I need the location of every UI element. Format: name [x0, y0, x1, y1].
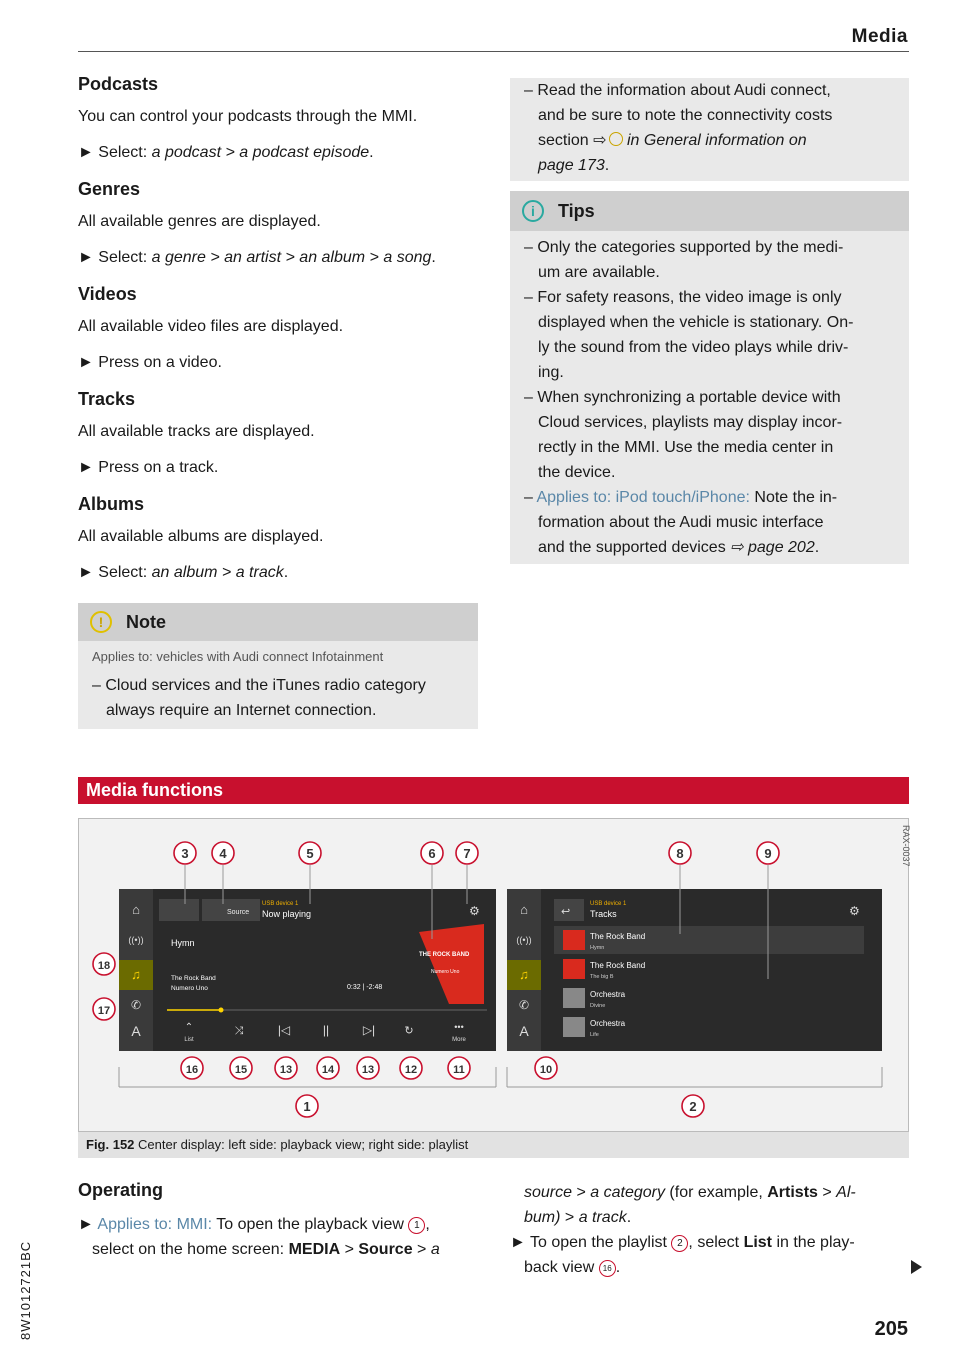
tracks-step: ► Press on a track.: [78, 459, 219, 476]
operating-right: [510, 1180, 909, 1280]
page-number: 205: [874, 1318, 908, 1340]
left-device: USB device 1: [262, 901, 299, 907]
podcasts-text: You can control your podcasts through the MMI.: [78, 108, 418, 125]
videos-step: ► Press on a video.: [78, 354, 222, 371]
list-icon: ⌃: [184, 1022, 194, 1033]
info-icon: i: [522, 200, 544, 222]
cover-sub: Numero Uno: [431, 969, 460, 975]
list-label: List: [184, 1037, 194, 1043]
svg-text:13: 13: [361, 1064, 375, 1076]
svg-text:15: 15: [234, 1064, 248, 1076]
row2-title: The Rock Band: [590, 961, 646, 970]
nav-icon-2: A: [519, 1023, 529, 1039]
repeat-icon: ↻: [404, 1025, 414, 1037]
display-illustration: [79, 819, 911, 1131]
track-title: Hymn: [171, 938, 195, 948]
operating-heading: Operating: [78, 1180, 164, 1200]
ref-1: 1: [408, 1217, 425, 1234]
svg-text:12: 12: [404, 1064, 418, 1076]
next-icon: ▷|: [362, 1023, 376, 1037]
svg-text:4: 4: [219, 846, 227, 861]
row4-title: Orchestra: [590, 1019, 626, 1028]
home-icon: ⌂: [132, 902, 140, 917]
albums-heading: Albums: [78, 494, 145, 514]
svg-text:2: 2: [689, 1099, 697, 1114]
operating-step1-line2: select on the home screen: MEDIA > Source > a: [92, 1241, 440, 1258]
grid-icon: [159, 899, 199, 921]
albums-step: ► Select: an album > a track.: [78, 564, 289, 581]
intro-line3: section ⇨ in General information on: [538, 132, 807, 149]
cover-thumb-3: [563, 988, 585, 1008]
svg-text:13: 13: [279, 1064, 293, 1076]
note-ref-icon: [609, 132, 623, 146]
continue-arrow-icon: [911, 1260, 922, 1274]
tips-box: [510, 191, 909, 564]
back-icon: ↩: [561, 906, 571, 918]
nav-icon: A: [131, 1023, 141, 1039]
videos-text: All available video files are displayed.: [78, 318, 344, 335]
intro-line4: page 173.: [538, 157, 610, 174]
albums-text: All available albums are displayed.: [78, 528, 324, 545]
tip-item-4: – Applies to: iPod touch/iPhone: Note the in- formation about the Audi music interface and the supported devices ⇨ page 202.: [524, 489, 838, 556]
music-icon: ♫: [131, 967, 141, 982]
cover-thumb-4: [563, 1017, 585, 1037]
note-box: [78, 603, 478, 729]
intro-line1: – Read the information about Audi connect,: [524, 82, 831, 99]
note-applies: Applies to: vehicles with Audi connect Infotainment: [92, 649, 384, 664]
pause-icon: ||: [322, 1023, 330, 1037]
note-item-line1: – Cloud services and the iTunes radio category: [92, 677, 426, 694]
svg-text:6: 6: [428, 846, 436, 861]
radio-icon: ((•)): [128, 935, 144, 945]
figure-152: [78, 818, 909, 1132]
shuffle-icon: ⤨: [234, 1025, 244, 1037]
cover-title: THE ROCK BAND: [419, 952, 470, 958]
header-rule: [78, 51, 909, 52]
phone-icon: ✆: [130, 998, 142, 1012]
figure-code: RAX-0037: [901, 825, 911, 867]
tracks-text: All available tracks are displayed.: [78, 423, 315, 440]
svg-text:10: 10: [539, 1064, 553, 1076]
settings-icon: ⚙: [469, 904, 480, 918]
operating-cont-line2: bum) > a track.: [524, 1209, 632, 1226]
operating-cont-line1: source > a category (for example, Artists > Al-: [524, 1184, 856, 1201]
svg-text:16: 16: [185, 1064, 199, 1076]
intro-line2: and be sure to note the connectivity costs: [538, 107, 833, 124]
svg-text:11: 11: [453, 1064, 465, 1076]
podcasts-step: ► Select: a podcast > a podcast episode.: [78, 144, 374, 161]
warning-icon: !: [90, 611, 112, 633]
tracks-heading: Tracks: [78, 389, 136, 409]
progress-handle: [219, 1008, 224, 1013]
genres-text: All available genres are displayed.: [78, 213, 321, 230]
tips-title: Tips: [558, 200, 595, 221]
row3-sub: Divine: [590, 1003, 606, 1009]
figure-caption: Fig. 152 Center display: left side: playback view; right side: playlist: [78, 1132, 909, 1158]
row2-sub: The big B: [590, 974, 614, 980]
cover-thumb-2: [563, 959, 585, 979]
source-label: Source: [227, 909, 250, 916]
note-title: Note: [126, 611, 166, 632]
tips-header: [510, 191, 909, 231]
intro-box: [510, 78, 909, 181]
doc-code: 8W1012721BC: [18, 1240, 33, 1340]
radio-icon-2: ((•)): [516, 935, 532, 945]
ref-2: 2: [671, 1235, 688, 1252]
settings-icon-2: ⚙: [849, 904, 860, 918]
note-item-line2: always require an Internet connection.: [106, 702, 377, 719]
note-header: [78, 603, 478, 641]
svg-text:18: 18: [97, 960, 111, 972]
tip-item-2: – For safety reasons, the video image is only displayed when the vehicle is stationary. On- ly the sound from the video plays while driv- ing.: [524, 289, 854, 381]
row3-title: Orchestra: [590, 990, 626, 999]
genres-heading: Genres: [78, 179, 141, 199]
track-album: Numero Uno: [171, 985, 208, 992]
left-view: Now playing: [262, 909, 312, 919]
row1-sub: Hymn: [590, 945, 605, 951]
media-functions-banner: Media functions: [78, 777, 909, 804]
svg-text:5: 5: [306, 846, 314, 861]
phone-icon-2: ✆: [518, 998, 530, 1012]
svg-text:3: 3: [181, 846, 189, 861]
previous-icon: |◁: [277, 1023, 291, 1037]
page-link[interactable]: ⇨ page 202: [730, 539, 815, 556]
section-header: Media: [851, 26, 908, 47]
home-icon-2: ⌂: [520, 902, 528, 917]
operating-step1-line1: ► Applies to: MMI: To open the playback view 1 ,: [78, 1216, 430, 1233]
cover-thumb-1: [563, 930, 585, 950]
videos-heading: Videos: [78, 284, 137, 304]
more-icon: •••: [454, 1022, 464, 1032]
left-column: [78, 74, 478, 729]
svg-text:9: 9: [764, 846, 772, 861]
operating-left: [78, 1180, 478, 1262]
track-time: 0:32 | -2:48: [347, 984, 383, 991]
right-view: Tracks: [590, 909, 617, 919]
row1-title: The Rock Band: [590, 932, 646, 941]
operating-step2-line2: back view 16 .: [524, 1259, 621, 1276]
svg-text:1: 1: [303, 1099, 311, 1114]
svg-text:17: 17: [97, 1005, 111, 1017]
operating-step2-line1: ► To open the playlist 2 , select List in the play-: [510, 1234, 855, 1251]
svg-text:7: 7: [463, 846, 471, 861]
track-artist: The Rock Band: [171, 975, 216, 982]
genres-step: ► Select: a genre > an artist > an album > a song.: [78, 249, 436, 266]
row4-sub: Life: [590, 1032, 599, 1038]
music-icon-2: ♫: [519, 967, 529, 982]
tip-item-3: – When synchronizing a portable device with Cloud services, playlists may display incor- rectly in the MMI. Use the media center in the device.: [524, 389, 843, 481]
right-device: USB device 1: [590, 901, 627, 907]
ref-16: 16: [599, 1260, 616, 1277]
podcasts-heading: Podcasts: [78, 74, 159, 94]
right-column: [510, 78, 909, 564]
svg-text:8: 8: [676, 846, 684, 861]
more-label: More: [452, 1037, 466, 1043]
tip-item-1: – Only the categories supported by the medi- um are available.: [524, 239, 844, 281]
svg-text:14: 14: [321, 1064, 335, 1076]
